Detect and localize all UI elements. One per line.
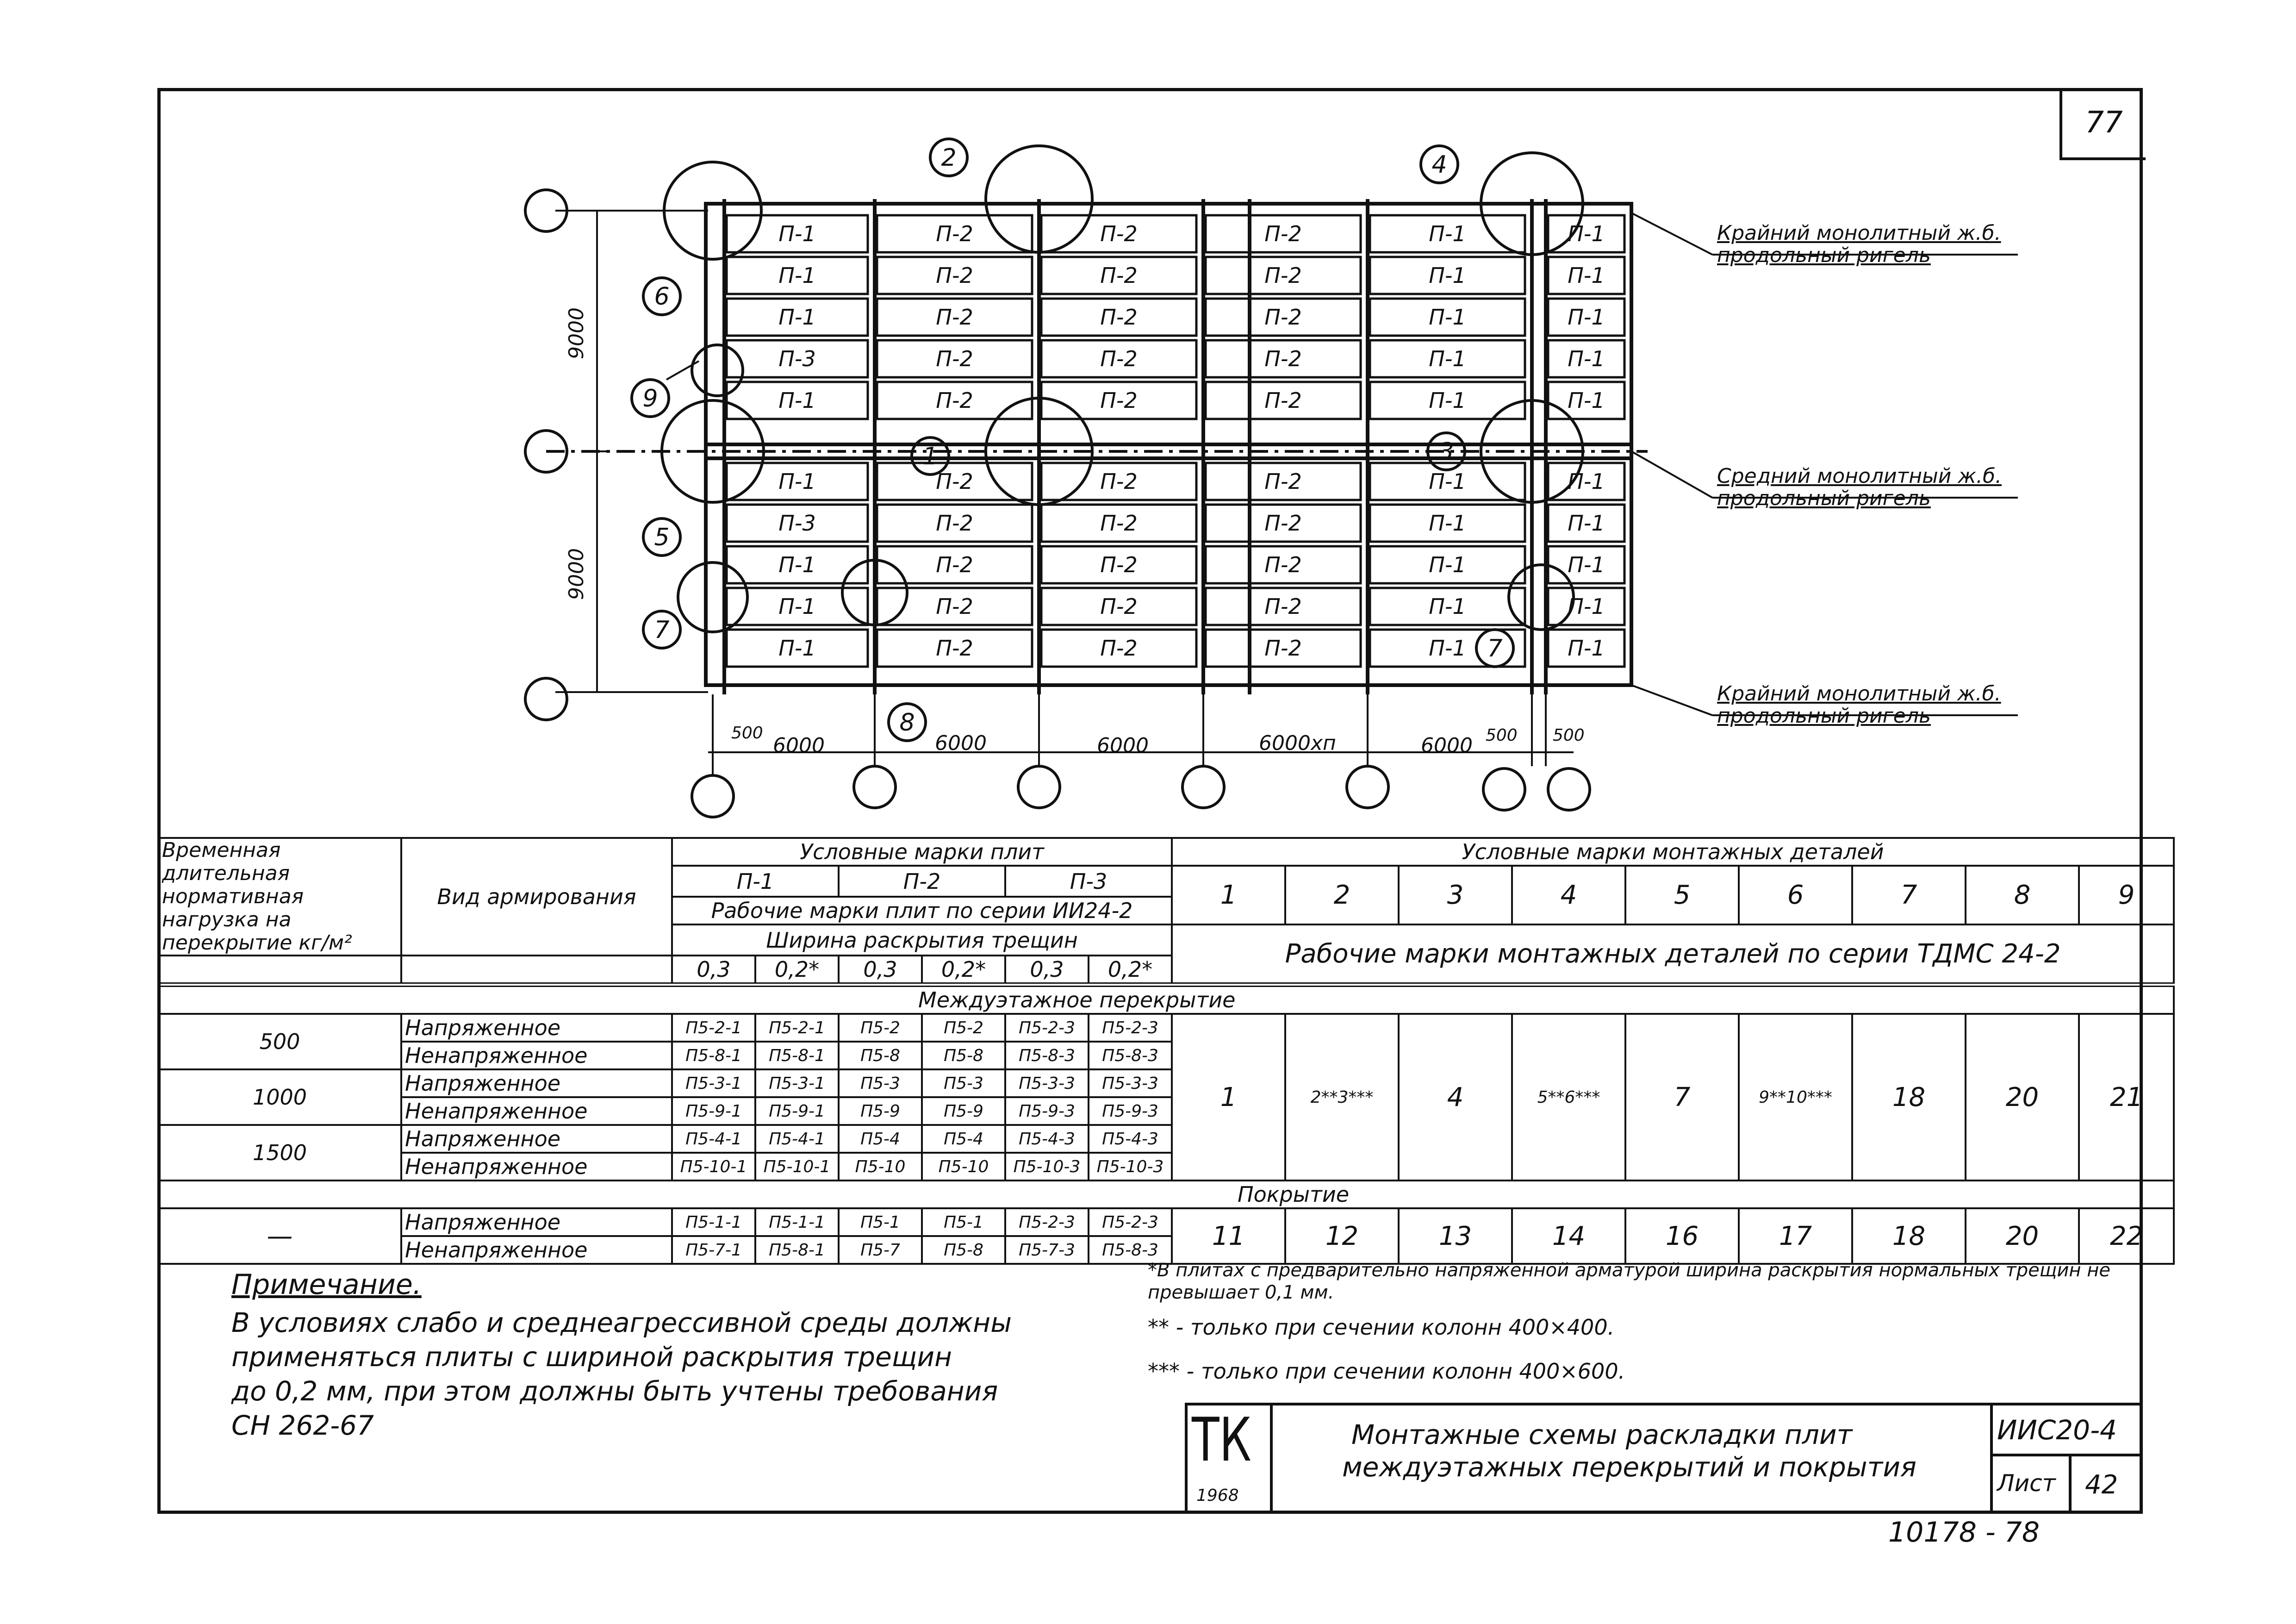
- slab-label: П-2: [1264, 346, 1302, 371]
- slab-label: П-2: [936, 511, 973, 536]
- roof-detail: 13: [1399, 1208, 1512, 1264]
- slab-mark: П5-10-1: [672, 1153, 755, 1181]
- dim-500-r1: 500: [1486, 726, 1518, 745]
- floor-detail: 4: [1399, 1014, 1512, 1181]
- slab-mark: П5-2: [922, 1014, 1005, 1042]
- roof-detail: 17: [1739, 1208, 1852, 1264]
- floor-detail: 21: [2079, 1014, 2174, 1181]
- slab-label: П-2: [1264, 388, 1302, 413]
- detail-mark-7b: 7: [1487, 635, 1503, 662]
- slab-label: П-2: [936, 388, 973, 413]
- slab-mark: П5-2-3: [1089, 1014, 1172, 1042]
- slab-label: П-1: [778, 594, 816, 619]
- slab-mark: П5-4-1: [672, 1125, 755, 1153]
- load-value: 1500: [158, 1125, 401, 1181]
- floor-detail: 5**6***: [1512, 1014, 1625, 1181]
- slab-label: П-1: [1429, 594, 1466, 619]
- slab-label: П-1: [1568, 346, 1605, 371]
- slab-label: П-2: [1264, 469, 1302, 494]
- slab-label: П-2: [1100, 469, 1138, 494]
- roof-detail: 14: [1512, 1208, 1625, 1264]
- slab-mark: П5-3-1: [755, 1069, 839, 1097]
- dim-6000-3: 6000: [1097, 734, 1149, 757]
- slab-mark: П5-8-3: [1089, 1236, 1172, 1264]
- slab-label: П-1: [1568, 388, 1605, 413]
- floor-detail: 18: [1852, 1014, 1966, 1181]
- slab-mark: П5-4-3: [1005, 1125, 1089, 1153]
- slab-mark: П5-3-3: [1005, 1069, 1089, 1097]
- archive-number: 10178 - 78: [1888, 1516, 2040, 1549]
- slab-mark: П5-9-3: [1005, 1097, 1089, 1125]
- slab-mark: П5-4: [922, 1125, 1005, 1153]
- title-year: 1968: [1196, 1486, 1239, 1505]
- crack-val: 0,2*: [755, 956, 839, 985]
- header-p2: П-2: [839, 866, 1005, 897]
- header-load: Временная длительная нормативная нагрузка на перекрытие кг/м²: [158, 838, 401, 956]
- title-series: ИИС20-4: [1997, 1414, 2117, 1446]
- reinf-kind: Ненапряженное: [401, 1153, 672, 1181]
- slab-label: П-1: [1568, 469, 1605, 494]
- detail-mark-9: 9: [642, 385, 658, 412]
- slab-label: П-1: [1568, 263, 1605, 288]
- slab-mark: П5-9-3: [1089, 1097, 1172, 1125]
- crack-val: 0,2*: [922, 956, 1005, 985]
- callout-middle-beam: Средний монолитный ж.б. продольный ригель: [1717, 464, 2002, 510]
- slab-mark: П5-10-3: [1005, 1153, 1089, 1181]
- header-p3: П-3: [1005, 866, 1172, 897]
- crack-val: 0,3: [839, 956, 922, 985]
- slab-label: П-1: [1568, 552, 1605, 577]
- reinf-kind: Напряженное: [401, 1208, 672, 1236]
- slab-label: П-2: [1100, 305, 1138, 330]
- slab-label: П-2: [936, 636, 973, 661]
- slab-mark: П5-1: [922, 1208, 1005, 1236]
- load-value: 500: [158, 1014, 401, 1069]
- slab-mark: П5-9: [839, 1097, 922, 1125]
- slab-mark: П5-3: [839, 1069, 922, 1097]
- slab-mark: П5-8: [922, 1042, 1005, 1069]
- dim-6000xn: 6000хп: [1259, 731, 1336, 755]
- footnote-2: ** - только при сечении колонн 400×400.: [1148, 1315, 1615, 1340]
- slab-label: П-2: [1100, 636, 1138, 661]
- reinf-kind: Напряженное: [401, 1014, 672, 1042]
- slab-label: П-1: [778, 552, 816, 577]
- header-crack: Ширина раскрытия трещин: [672, 924, 1172, 956]
- slab-label: П-1: [1429, 636, 1466, 661]
- slab-label: П-1: [778, 388, 816, 413]
- slab-label: П-2: [1264, 221, 1302, 246]
- detail-num-1: 1: [1172, 866, 1285, 924]
- slab-mark: П5-2-3: [1005, 1208, 1089, 1236]
- callout-bottom-beam: Крайний монолитный ж.б. продольный ригель: [1717, 682, 2001, 728]
- slab-mark: П5-4-3: [1089, 1125, 1172, 1153]
- slab-label: П-2: [936, 346, 973, 371]
- slab-mark: П5-1: [839, 1208, 922, 1236]
- floor-detail: 9**10***: [1739, 1014, 1852, 1181]
- note-line: применяться плиты с шириной раскрытия трещин: [231, 1341, 952, 1373]
- slab-mark: П5-7-1: [672, 1236, 755, 1264]
- detail-mark-2: 2: [941, 144, 957, 172]
- slab-mark: П5-10: [922, 1153, 1005, 1181]
- header-reinforcement: Вид армирования: [401, 838, 672, 956]
- slab-label: П-1: [1429, 469, 1466, 494]
- detail-num-7: 7: [1852, 866, 1966, 924]
- roof-detail: 22: [2079, 1208, 2174, 1264]
- slab-mark: П5-2-3: [1089, 1208, 1172, 1236]
- slab-label: П-2: [936, 263, 973, 288]
- callout-top-beam: Крайний монолитный ж.б. продольный ригель: [1717, 221, 2001, 267]
- slab-mark: П5-8: [839, 1042, 922, 1069]
- crack-val: 0,3: [1005, 956, 1089, 985]
- slab-mark: П5-2-1: [672, 1014, 755, 1042]
- slab-mark: П5-8-3: [1005, 1042, 1089, 1069]
- slab-label: П-2: [936, 552, 973, 577]
- note-line: до 0,2 мм, при этом должны быть учтены требования: [231, 1375, 998, 1407]
- dim-500-left: 500: [731, 724, 763, 743]
- dim-6000-2: 6000: [935, 731, 987, 755]
- slab-label: П-3: [778, 511, 816, 536]
- slab-label: П-2: [1264, 263, 1302, 288]
- detail-num-8: 8: [1966, 866, 2079, 924]
- crack-val: 0,2*: [1089, 956, 1172, 985]
- detail-num-9: 9: [2079, 866, 2174, 924]
- slab-mark: П5-3: [922, 1069, 1005, 1097]
- slab-mark: П5-7-3: [1005, 1236, 1089, 1264]
- load-value: 1000: [158, 1069, 401, 1125]
- detail-num-4: 4: [1512, 866, 1625, 924]
- slab-mark: П5-2-1: [755, 1014, 839, 1042]
- crack-val: 0,3: [672, 956, 755, 985]
- footnote-3: *** - только при сечении колонн 400×600.: [1148, 1359, 1625, 1384]
- reinf-kind: Напряженное: [401, 1125, 672, 1153]
- slab-mark: П5-7: [839, 1236, 922, 1264]
- slab-label: П-2: [1100, 511, 1138, 536]
- slab-mark: П5-9-1: [672, 1097, 755, 1125]
- dim-9000-top: 9000: [565, 307, 588, 359]
- slab-label: П-2: [1264, 305, 1302, 330]
- dim-6000-1: 6000: [773, 734, 825, 757]
- reinf-kind: Ненапряженное: [401, 1097, 672, 1125]
- slab-label: П-2: [936, 469, 973, 494]
- slab-mark: П5-9-1: [755, 1097, 839, 1125]
- slab-mark: П5-10: [839, 1153, 922, 1181]
- slab-label: П-2: [1264, 552, 1302, 577]
- detail-mark-5: 5: [654, 524, 670, 551]
- slab-label: П-1: [1429, 511, 1466, 536]
- slab-label: П-2: [1264, 511, 1302, 536]
- slab-label: П-1: [1429, 221, 1466, 246]
- detail-mark-4: 4: [1431, 151, 1447, 179]
- slab-label: П-2: [936, 594, 973, 619]
- title-line-1: Монтажные схемы раскладки плит: [1351, 1419, 1853, 1450]
- slab-label: П-2: [1100, 221, 1138, 246]
- dim-9000-bottom: 9000: [565, 548, 588, 600]
- note-line: СН 262-67: [231, 1410, 374, 1441]
- slab-label: П-1: [778, 305, 816, 330]
- slab-mark: П5-4-1: [755, 1125, 839, 1153]
- note-title: Примечание.: [231, 1268, 422, 1301]
- slab-label: П-1: [1568, 221, 1605, 246]
- slab-mark: П5-9: [922, 1097, 1005, 1125]
- dim-500-r2: 500: [1553, 726, 1585, 745]
- title-line-2: междуэтажных перекрытий и покрытия: [1342, 1451, 1916, 1483]
- slab-label: П-2: [1100, 594, 1138, 619]
- slab-label: П-1: [1429, 388, 1466, 413]
- slab-label: П-1: [1568, 305, 1605, 330]
- roof-detail: 16: [1625, 1208, 1739, 1264]
- slab-label: П-1: [778, 221, 816, 246]
- slab-label: П-2: [1264, 636, 1302, 661]
- slab-label: П-1: [778, 469, 816, 494]
- slab-mark: П5-8: [922, 1236, 1005, 1264]
- roof-detail: 18: [1852, 1208, 1966, 1264]
- slab-mark: П5-8-1: [755, 1042, 839, 1069]
- detail-num-6: 6: [1739, 866, 1852, 924]
- slab-label: П-2: [1264, 594, 1302, 619]
- slab-label: П-1: [1429, 552, 1466, 577]
- slab-label: П-2: [1100, 346, 1138, 371]
- slab-label: П-1: [1429, 346, 1466, 371]
- slab-label: П-1: [778, 636, 816, 661]
- header-detail-marks: Условные марки монтажных деталей: [1172, 838, 2174, 866]
- floor-detail: 20: [1966, 1014, 2079, 1181]
- slab-mark: П5-8-1: [755, 1236, 839, 1264]
- note-line: В условиях слабо и среднеагрессивной среды должны: [231, 1307, 1012, 1338]
- slab-mark: П5-3-1: [672, 1069, 755, 1097]
- section-floor: Междуэтажное перекрытие: [158, 985, 2174, 1014]
- detail-mark-6: 6: [654, 283, 670, 311]
- footnote-1: *В плитах с предварительно напряженной арматурой ширина раскрытия нормальных трещин не превышает 0,1 мм.: [1148, 1260, 2111, 1303]
- reinf-kind: Напряженное: [401, 1069, 672, 1097]
- roof-detail: 20: [1966, 1208, 2079, 1264]
- dim-6000-5: 6000: [1421, 734, 1473, 757]
- floor-detail: 2**3***: [1285, 1014, 1399, 1181]
- spec-table: [157, 837, 2175, 1265]
- title-sheet-no: 42: [2085, 1470, 2118, 1500]
- slab-label: П-2: [936, 221, 973, 246]
- detail-num-3: 3: [1399, 866, 1512, 924]
- reinf-kind: Ненапряженное: [401, 1236, 672, 1264]
- slab-label: П-1: [1568, 636, 1605, 661]
- detail-mark-7a: 7: [654, 616, 670, 644]
- slab-mark: П5-1-1: [672, 1208, 755, 1236]
- slab-label: П-1: [778, 263, 816, 288]
- slab-mark: П5-2-3: [1005, 1014, 1089, 1042]
- slab-mark: П5-10-3: [1089, 1153, 1172, 1181]
- slab-label: П-1: [1568, 511, 1605, 536]
- slab-mark: П5-8-3: [1089, 1042, 1172, 1069]
- section-roof: Покрытие: [158, 1181, 2174, 1208]
- sheet-number: 77: [2060, 88, 2146, 160]
- roof-detail: 12: [1285, 1208, 1399, 1264]
- detail-mark-1: 1: [922, 443, 938, 470]
- floor-detail: 7: [1625, 1014, 1739, 1181]
- detail-mark-8: 8: [899, 709, 915, 737]
- logo-tk: ТК: [1192, 1405, 1251, 1475]
- slab-mark: П5-1-1: [755, 1208, 839, 1236]
- roof-detail: 11: [1172, 1208, 1285, 1264]
- slab-label: П-2: [1100, 388, 1138, 413]
- slab-mark: П5-3-3: [1089, 1069, 1172, 1097]
- roof-load: —: [158, 1208, 401, 1264]
- slab-mark: П5-4: [839, 1125, 922, 1153]
- reinf-kind: Ненапряженное: [401, 1042, 672, 1069]
- slab-mark: П5-8-1: [672, 1042, 755, 1069]
- header-detail-work: Рабочие марки монтажных деталей по серии ТДМС 24-2: [1172, 924, 2174, 985]
- slab-mark: П5-10-1: [755, 1153, 839, 1181]
- header-p1: П-1: [672, 866, 839, 897]
- slab-label: П-1: [1429, 305, 1466, 330]
- slab-label: П-3: [778, 346, 816, 371]
- slab-label: П-2: [1100, 552, 1138, 577]
- header-work-marks: Рабочие марки плит по серии ИИ24-2: [672, 897, 1172, 924]
- title-sheet-label: Лист: [1997, 1470, 2056, 1497]
- detail-num-5: 5: [1625, 866, 1739, 924]
- header-slab-marks: Условные марки плит: [672, 838, 1172, 866]
- slab-mark: П5-2: [839, 1014, 922, 1042]
- note-text: [231, 1305, 1012, 1443]
- floor-detail: 1: [1172, 1014, 1285, 1181]
- slab-label: П-2: [936, 305, 973, 330]
- detail-num-2: 2: [1285, 866, 1399, 924]
- detail-mark-3: 3: [1438, 438, 1454, 466]
- slab-label: П-1: [1568, 594, 1605, 619]
- slab-label: П-1: [1429, 263, 1466, 288]
- slab-label: П-2: [1100, 263, 1138, 288]
